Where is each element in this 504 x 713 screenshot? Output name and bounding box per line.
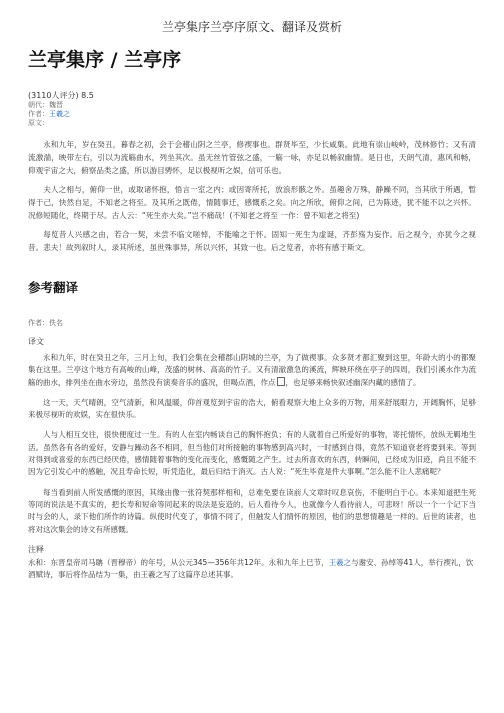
author-link[interactable]: 王羲之 [49,110,70,118]
translation-author: 作者：佚名 [28,319,63,327]
note-text-b: 与谢安、孙绰等41人，举行禊礼，饮酒赋诗，事后将作品结为一集，由王羲之写了这篇序总述其事。 [28,558,474,580]
translation-section-title: 参考翻译 [28,280,79,295]
translation-paragraph-1 [28,352,476,389]
author-row [28,110,476,119]
translation-paragraph-2: 这一天，天气晴朗，空气清新，和风温暖，仰首观览到宇宙的浩大，俯看观察大地上众多的万物，用来舒展眼力，开阔胸怀，足够来极尽视听的欢娱，实在很快乐。 [28,397,476,420]
translation-paragraph-3: 人与人相互交往，很快便度过一生。有的人在室内畅谈自己的胸怀抱负；有的人就着自己所爱好的事物，寄托情怀，放纵无羁地生活。虽然各有各的爱好，安静与躁动各不相同，但当他们对所接触的事物感到高兴时，一时感到自得，竟然不知道衰老将要到来。等到对得到或喜爱的东西已经厌倦，感情随着事物的变化而变化，感慨随之产生。过去所喜欢的东西，转瞬间，已经成为旧迹，尚且不能不因为它引发心中的感触，况且寿命长短，听凭造化，最后归结于消灭。古人说：“死生毕竟是件大事啊。”怎么能不让人悲痛呢？ [28,430,476,477]
content [0,48,504,582]
type-row [28,119,476,128]
original-paragraph-1: 永和九年，岁在癸丑，暮春之初，会于会稽山阴之兰亭，修禊事也。群贤毕至，少长咸集。此地有崇山峻岭，茂林修竹；又有清流激湍，映带左右，引以为流觞曲水，列坐其次。虽无丝竹管弦之盛，一觞一咏，亦足以畅叙幽情。是日也，天朗气清，惠风和畅，仰观宇宙之大，俯察品类之盛，所以游目骋怀，足以极视听之娱，信可乐也。 [28,140,476,175]
notes-block [28,544,476,582]
document-header [0,0,504,44]
original-paragraph-3: 每览昔人兴感之由，若合一契，未尝不临文嗟悼，不能喻之于怀。固知一死生为虚诞，齐彭殇为妄作。后之视今，亦犹今之视昔。悲夫！故列叙时人，录其所述，虽世殊事异，所以兴怀，其致一也。后之览者，亦将有感于斯文。 [28,230,476,252]
document-header-title: 兰亭集序兰亭序原文、翻译及赏析 [161,20,342,34]
type-label: 原文： [28,119,49,127]
translation-paragraph-4: 每当看到前人所发感慨的原因，其缘由像一张符契那样相和，总难免要在读前人文章时叹息哀伤，不能明白于心。本来知道把生死等同的说法是不真实的，把长寿和短命等同起来的说法是妄造的。后人看待今人，也就像今人看待前人，可悲呀！所以一个一个记下当时与会的人，录下他们所作的诗篇。纵使时代变了，事情不同了，但触发人们情怀的原因，他们的思想情趣是一样的。后世的读者，也将对这次集会的诗文有所感慨。 [28,487,476,534]
dynasty-row [28,101,476,110]
translation-heading: 译文 [28,337,44,346]
rating-text: (3110人评分) 8.5 [28,91,94,100]
dynasty-value: 魏晋 [49,101,63,109]
missing-glyph-icon [277,377,285,386]
note-paragraph-1 [28,557,476,582]
note-text-a: 永和：东晋皇帝司马聃（晋穆帝）的年号，从公元345—356年共12年。永和九年上巳节， [28,558,329,568]
original-paragraph-2: 夫人之相与，俯仰一世，或取诸怀抱，悟言一室之内；或因寄所托，放浪形骸之外。虽趣舍万殊，静躁不同，当其欣于所遇，暂得于己，快然自足，不知老之将至。及其所之既倦，情随事迁，感慨系之矣。向之所欣，俯仰之间，已为陈迹，犹不能不以之兴怀。况修短随化，终期于尽。古人云：“死生亦大矣。”岂不痛哉！(不知老之将至 一作：曾不知老之将至) [28,185,476,220]
poem-title: 兰亭集序 / 兰亭序 [28,49,182,71]
translation-paragraph-1-text: 永和九年，时在癸丑之年，三月上旬，我们会集在会稽郡山阴城的兰亭，为了做禊事。众多贤才都汇聚到这里，年龄大的小的都聚集在这里。兰亭这个地方有高峻的山峰，茂盛的树林、高高的竹子。又有清澈激急的溪流，辉映环绕在亭子的四周，我们引溪水作为流觞的曲水，排列坐在曲水旁边，虽然没有演奏音乐的盛况，但喝点酒，作点 [28,353,476,387]
dynasty-label: 朝代： [28,101,49,109]
translation-paragraph-1-tail: ，也足够来畅快叙述幽深内藏的感情了。 [285,377,421,387]
author-label: 作者： [28,110,49,118]
note-author-link[interactable]: 王羲之 [328,558,352,568]
poem-meta [28,90,476,128]
notes-heading: 注释 [28,544,44,554]
